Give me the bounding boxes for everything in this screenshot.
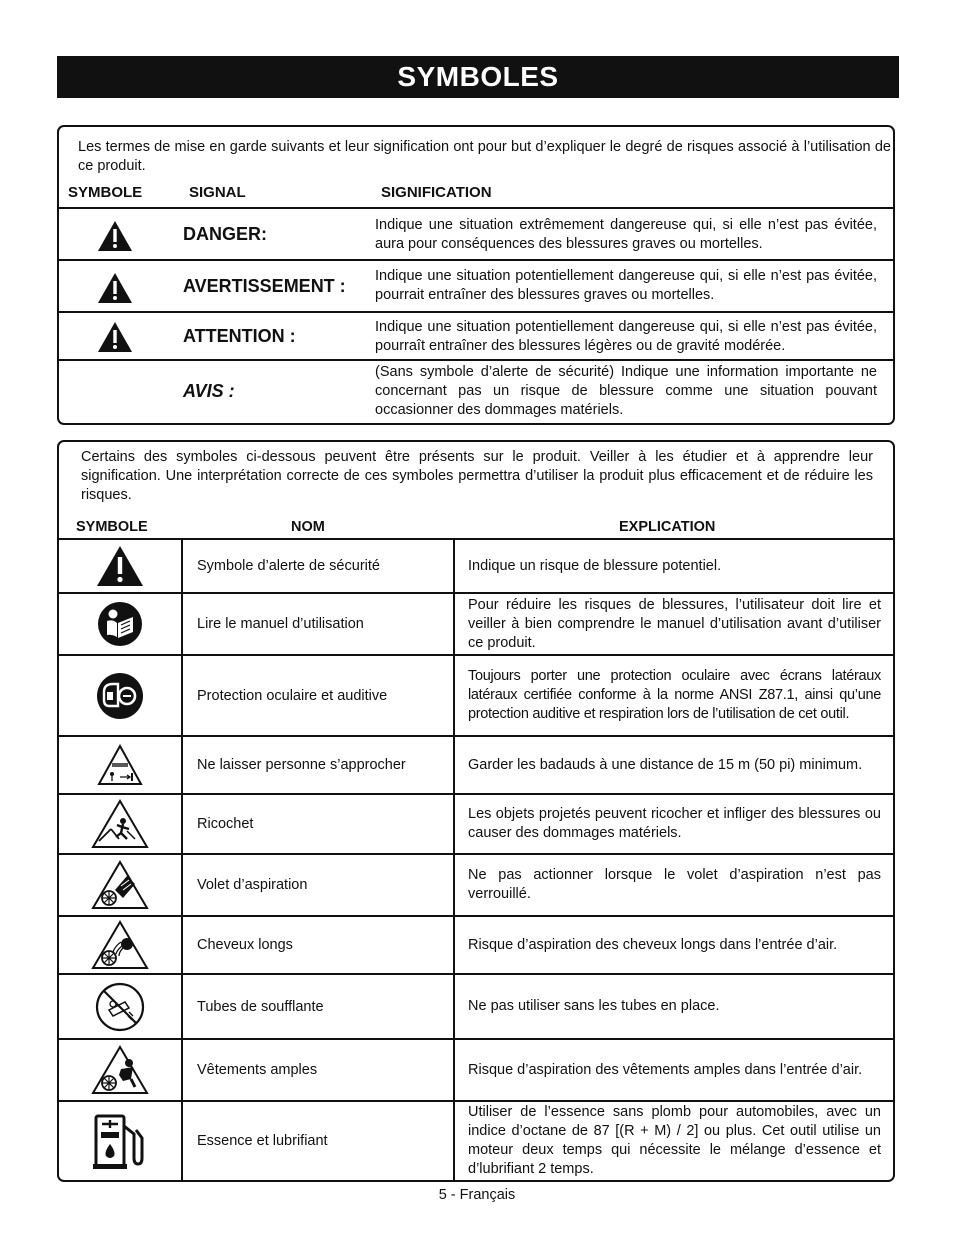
- signal-row-danger: [59, 207, 893, 259]
- symbol-name: Ne laisser personne s’approcher: [183, 737, 455, 793]
- loose-clothing-icon: [91, 1045, 149, 1095]
- symbol-name: Cheveux longs: [183, 917, 455, 973]
- symbol-name: Lire le manuel d’utilisation: [183, 594, 455, 654]
- symbol-explanation: Indique un risque de blessure potentiel.: [468, 557, 722, 574]
- symbol-explanation: Ne pas actionner lorsque le volet d’aspiration n’est pas verrouillé.: [468, 867, 881, 902]
- symbol-row: [59, 592, 893, 654]
- symbol-explanation: Ne pas utiliser sans les tubes en place.: [468, 998, 720, 1014]
- signal-label: ATTENTION :: [183, 326, 296, 346]
- warning-triangle-icon: [97, 321, 133, 353]
- header-symbol: SYMBOLE: [68, 184, 143, 201]
- signal-label: AVIS :: [183, 381, 235, 401]
- symbol-name: Symbole d’alerte de sécurité: [183, 540, 455, 592]
- symbol-explanation: Toujours porter une protection oculaire avec écrans latéraux latéraux certifiée conforme à la norme ANSI Z87.1, ainsi qu’une protection auditive et respiration lors de l’utilisation de cet outil.: [468, 668, 881, 722]
- header-meaning: SIGNIFICATION: [381, 184, 492, 201]
- symbol-name: Vêtements amples: [183, 1040, 455, 1100]
- header-name: NOM: [291, 519, 325, 535]
- symbol-explanation: Garder les badauds à une distance de 15 m (50 pi) minimum.: [468, 756, 863, 773]
- eye-ear-protection-icon: [96, 672, 144, 720]
- symbol-explanation: Pour réduire les risques de blessures, l’utilisateur doit lire et veiller à bien comprendre le manuel d’utilisation avant d’utiliser ce produit.: [468, 596, 881, 651]
- long-hair-icon: [91, 920, 149, 970]
- vacuum-door-icon: [91, 860, 149, 910]
- warning-triangle-icon: [97, 220, 133, 252]
- symbol-row: [59, 973, 893, 1038]
- symbol-name: Volet d’aspiration: [183, 855, 455, 915]
- keep-bystanders-away-icon: [97, 744, 143, 786]
- fuel-oil-icon: [92, 1112, 148, 1170]
- signal-label: DANGER:: [183, 224, 267, 244]
- symbol-explanation: Les objets projetés peuvent ricocher et infliger des blessures ou causer des dommages matériels.: [468, 806, 881, 841]
- signal-meaning: (Sans symbole d’alerte de sécurité) Indique une information importante ne concernant pas un risque de blessure comme une situation pouvant occasionner des dommages matériels.: [375, 364, 877, 418]
- symbol-row: [59, 654, 893, 735]
- symbol-name: Ricochet: [183, 795, 455, 853]
- symbol-table: [57, 440, 895, 1182]
- header-signal: SIGNAL: [189, 184, 246, 201]
- page-title: SYMBOLES: [57, 56, 899, 98]
- symbol-explanation: Utiliser de l’essence sans plomb pour automobiles, avec un indice d’octane de 87 [(R + M) / 2] ou plus. Cet outil utilise un moteur deux temps qui nécessite le mélange d’essence et d’lubrifiant 2 temps.: [468, 1104, 881, 1177]
- signal-label: AVERTISSEMENT :: [183, 276, 346, 296]
- symbol-name: Protection oculaire et auditive: [183, 656, 455, 735]
- symbol-name: Tubes de soufflante: [183, 975, 455, 1038]
- safety-alert-icon: [96, 545, 144, 587]
- signal-row-avis: [59, 359, 893, 423]
- page-footer: 5 - Français: [438, 1187, 516, 1203]
- symbol-row: [59, 1100, 893, 1180]
- symbol-row: [59, 538, 893, 592]
- symbol-row: [59, 793, 893, 853]
- ricochet-icon: [91, 799, 149, 849]
- header-explanation: EXPLICATION: [619, 519, 716, 535]
- warning-triangle-icon: [97, 272, 133, 304]
- signal-table-intro: Les termes de mise en garde suivants et leur signification ont pour but d’expliquer le degré de risques associé à l’utilisation de ce produit.: [78, 139, 891, 174]
- signal-row-attention: [59, 311, 893, 359]
- symbol-row: [59, 915, 893, 973]
- symbol-row: [59, 853, 893, 915]
- header-symbol: SYMBOLE: [76, 519, 148, 535]
- symbol-explanation: Risque d’aspiration des cheveux longs dans l’entrée d’air.: [468, 936, 838, 953]
- blower-tubes-icon: [95, 982, 145, 1032]
- symbol-explanation: Risque d’aspiration des vêtements amples dans l’entrée d’air.: [468, 1061, 863, 1078]
- signal-meaning: Indique une situation potentiellement dangereuse qui, si elle n’est pas évitée, pourraît entraîner des blessures légères ou de gravité modérée.: [375, 319, 877, 354]
- symbol-table-intro: Certains des symboles ci-dessous peuvent être présents sur le produit. Veiller à les étudier et à apprendre leur signification. Une interprétation correcte de ces symboles permettra d’utiliser la produit plus efficacement et de réduire les risques.: [81, 449, 873, 503]
- symbol-name: Essence et lubrifiant: [183, 1102, 455, 1180]
- signal-row-avertissement: [59, 259, 893, 311]
- signal-word-table: [57, 125, 895, 425]
- signal-meaning: Indique une situation potentiellement dangereuse qui, si elle n’est pas évitée, pourrait entraîner des blessures graves ou mortelles.: [375, 268, 877, 303]
- symbol-row: [59, 735, 893, 793]
- read-manual-icon: [97, 601, 143, 647]
- symbol-row: [59, 1038, 893, 1100]
- signal-meaning: Indique une situation extrêmement dangereuse qui, si elle n’est pas évitée, aura pour conséquences des blessures graves ou mortelles.: [375, 217, 877, 252]
